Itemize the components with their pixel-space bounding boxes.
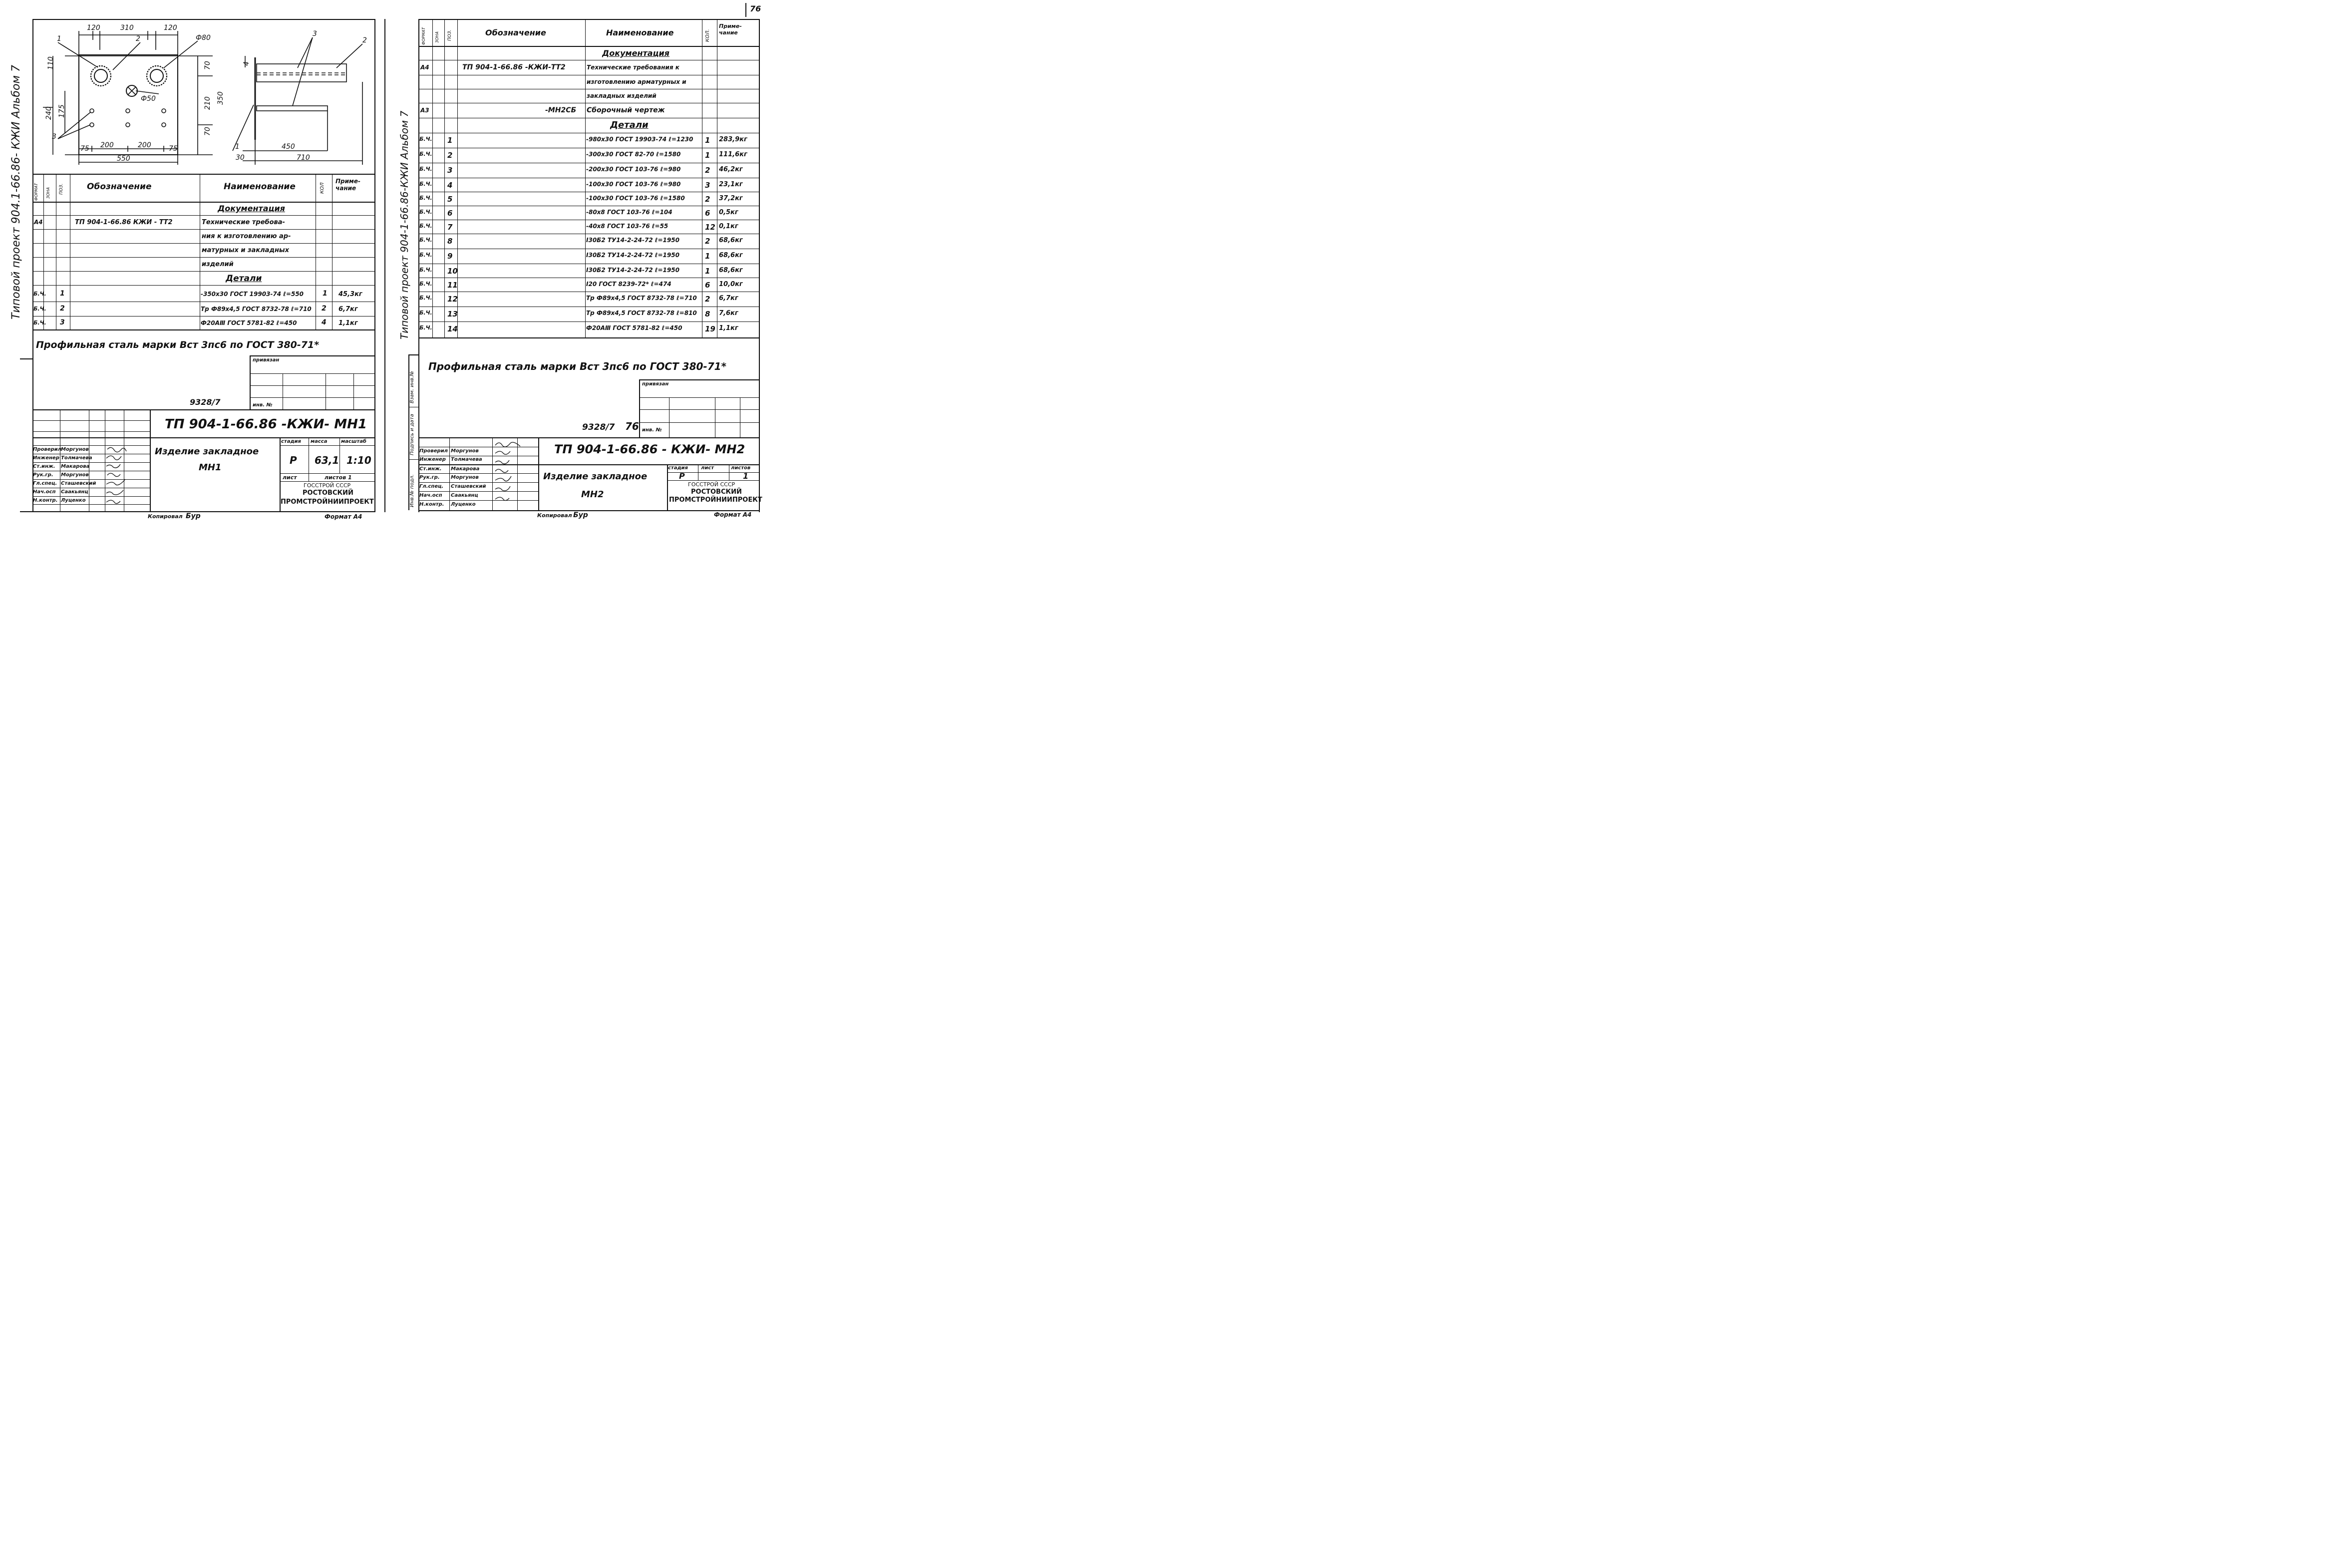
weld-size: 4: [243, 61, 251, 66]
detail-name-cell: I30Б2 ТУ14-2-24-72 ℓ=1950: [586, 237, 679, 244]
col-name-header: Наименование: [224, 182, 296, 192]
left-format-label: Формат А4: [325, 513, 362, 520]
detail-name-cell: I30Б2 ТУ14-2-24-72 ℓ=1950: [586, 267, 679, 274]
dim-total: 550: [117, 155, 130, 163]
detail-pos-cell: 9: [447, 252, 453, 261]
left-steel-note: Профильная сталь марки Вст 3пс6 по ГОСТ 380-71*: [36, 339, 320, 350]
detail-name-cell: -200х30 ГОСТ 103-76 ℓ=980: [586, 166, 681, 173]
detail-qty-cell: 2: [705, 237, 710, 246]
detail-format-cell: Б.Ч.: [419, 310, 432, 316]
detail-note-cell: 0,1кг: [719, 223, 738, 230]
detail-note-cell: 23,1кг: [719, 181, 743, 188]
left-part-drawing: [33, 20, 374, 174]
detail-name-cell: -300х30 ГОСТ 82-70 ℓ=1580: [586, 151, 681, 158]
detail-name-cell: Тр Ф89х4,5 ГОСТ 8732-78 ℓ=810: [586, 310, 697, 316]
side-callout-2: 2: [362, 36, 367, 44]
callout-3: 3: [52, 133, 56, 141]
detail-note-cell: 1,1кг: [719, 324, 738, 332]
left-copied-label: Копировал: [148, 513, 183, 520]
col-format-header: ФОРМАТ: [34, 183, 38, 201]
dim-left-110: 110: [47, 56, 55, 70]
detail-pos-cell: 1: [447, 136, 453, 145]
detail-qty-cell: 1: [705, 151, 710, 160]
detail-pos-cell: 7: [447, 223, 453, 232]
dim-top-3: 120: [164, 24, 177, 32]
detail-format-cell: Б.Ч.: [419, 237, 432, 243]
detail-qty-cell: 8: [705, 310, 710, 318]
left-drawing-code: ТП 904-1-66.86 -КЖИ- МН1: [165, 417, 367, 432]
detail-note-cell: 0,5кг: [719, 209, 738, 216]
right-copied-label: Копировал: [537, 512, 572, 519]
side-callout-1: 1: [235, 143, 240, 151]
detail-name-cell: -40х8 ГОСТ 103-76 ℓ=55: [586, 223, 668, 230]
left-signatures: [90, 445, 150, 512]
dim-bottom-2: 200: [100, 141, 114, 149]
detail-note-cell: 46,2кг: [719, 166, 743, 173]
detail-qty-cell: 2: [705, 195, 710, 204]
side-dim-450: 450: [282, 143, 295, 151]
section-docs-label: Документация: [218, 204, 285, 213]
hole-large-label: Ф80: [196, 34, 211, 42]
right-side-title: Типовой проект 904-1-66.86-КЖИ Альбом 7: [398, 110, 410, 339]
dim-left-240: 240: [45, 106, 53, 120]
side-callout-3: 3: [313, 30, 317, 38]
detail-qty-cell: 12: [705, 223, 715, 232]
col-zone-header: ЗОНА: [46, 187, 50, 199]
right-product-name: Изделие закладное: [543, 471, 648, 482]
detail-note-cell: 68,6кг: [719, 267, 743, 274]
detail-qty-cell: 19: [705, 324, 715, 333]
detail-pos-cell: 6: [447, 209, 453, 218]
dim-top-2: 310: [120, 24, 134, 32]
detail-qty-cell: 1: [705, 252, 710, 261]
detail-format-cell: Б.Ч.: [419, 166, 432, 172]
dim-top-1: 120: [87, 24, 100, 32]
col-designation-header: Обозначение: [87, 182, 152, 192]
hole-small-label: Ф50: [141, 95, 156, 103]
left-inv-number: 9328/7: [190, 397, 221, 407]
detail-pos-cell: 5: [447, 195, 453, 204]
detail-format-cell: Б.Ч.: [419, 295, 432, 301]
detail-note-cell: 10,0кг: [719, 281, 743, 288]
detail-note-cell: 68,6кг: [719, 252, 743, 259]
detail-name-cell: Ф20АⅢ ГОСТ 5781-82 ℓ=450: [586, 324, 682, 331]
detail-pos-cell: 2: [447, 151, 453, 160]
col-note-header: Приме-чание: [335, 178, 360, 192]
detail-format-cell: Б.Ч.: [419, 267, 432, 273]
detail-pos-cell: 13: [447, 310, 458, 318]
detail-format-cell: Б.Ч.: [419, 151, 432, 157]
detail-pos-cell: 11: [447, 281, 458, 290]
detail-pos-cell: 14: [447, 324, 458, 333]
detail-qty-cell: 3: [705, 181, 710, 190]
detail-qty-cell: 1: [705, 136, 710, 145]
detail-note-cell: 111,6кг: [719, 151, 747, 158]
detail-note-cell: 283,9кг: [719, 136, 747, 143]
right-format-label: Формат А4: [714, 511, 752, 518]
detail-name-cell: -980х30 ГОСТ 19903-74 ℓ=1230: [586, 136, 693, 143]
page-number: 76: [750, 4, 761, 13]
dim-right-350: 350: [217, 91, 225, 105]
detail-name-cell: Тр Ф89х4,5 ГОСТ 8732-78 ℓ=710: [586, 295, 697, 302]
col-pos-header: ПОЗ.: [59, 183, 64, 195]
side-dim-30: 30: [236, 154, 245, 162]
right-drawing-code: ТП 904-1-66.86 - КЖИ- МН2: [554, 442, 745, 456]
detail-note-cell: 7,6кг: [719, 310, 738, 317]
right-signatures: [493, 438, 538, 510]
detail-format-cell: Б.Ч.: [419, 223, 432, 229]
left-product-name: Изделие закладное: [155, 446, 259, 457]
detail-name-cell: -80х8 ГОСТ 103-76 ℓ=104: [586, 209, 672, 216]
page-number-divider: [745, 3, 746, 17]
dim-right-70b: 70: [204, 127, 212, 136]
dim-right-210: 210: [204, 96, 212, 110]
detail-qty-cell: 2: [705, 166, 710, 175]
callout-2: 2: [136, 35, 140, 43]
detail-format-cell: Б.Ч.: [419, 252, 432, 258]
detail-format-cell: Б.Ч.: [419, 181, 432, 187]
left-side-title: Типовой проект 904.1-66.86- КЖИ Альбом 7: [10, 64, 22, 319]
right-steel-note: Профильная сталь марки Вст 3пс6 по ГОСТ 380-71*: [428, 360, 726, 372]
section-details-label: Детали: [226, 274, 262, 284]
detail-note-cell: 68,6кг: [719, 237, 743, 244]
callout-1: 1: [57, 35, 61, 43]
right-product-mark: МН2: [581, 489, 604, 500]
right-copied-signature: Бур: [573, 511, 588, 519]
detail-name-cell: -100х30 ГОСТ 103-76 ℓ=980: [586, 181, 681, 188]
dim-left-175: 175: [58, 104, 66, 118]
detail-qty-cell: 6: [705, 209, 710, 218]
detail-format-cell: Б.Ч.: [419, 281, 432, 287]
detail-format-cell: Б.Ч.: [419, 324, 432, 331]
col-qty-header: КОЛ: [320, 182, 325, 194]
dim-bottom-3: 200: [138, 141, 151, 149]
dim-bottom-1: 75: [80, 145, 89, 153]
left-product-mark: МН1: [199, 462, 222, 473]
detail-pos-cell: 3: [447, 166, 453, 175]
detail-pos-cell: 10: [447, 267, 458, 276]
dim-right-70a: 70: [204, 61, 212, 70]
detail-name-cell: -100х30 ГОСТ 103-76 ℓ=1580: [586, 195, 685, 202]
detail-name-cell: I30Б2 ТУ14-2-24-72 ℓ=1950: [586, 252, 679, 259]
detail-pos-cell: 12: [447, 295, 458, 304]
side-dim-710: 710: [297, 154, 310, 162]
detail-qty-cell: 1: [705, 267, 710, 276]
detail-format-cell: Б.Ч.: [419, 136, 432, 142]
detail-pos-cell: 4: [447, 181, 453, 190]
detail-note-cell: 37,2кг: [719, 195, 743, 202]
detail-qty-cell: 6: [705, 281, 710, 290]
dim-bottom-4: 75: [169, 145, 178, 153]
detail-pos-cell: 8: [447, 237, 453, 246]
detail-format-cell: Б.Ч.: [419, 195, 432, 201]
detail-name-cell: I20 ГОСТ 8239-72* ℓ=474: [586, 281, 671, 288]
detail-note-cell: 6,7кг: [719, 295, 738, 302]
detail-qty-cell: 2: [705, 295, 710, 304]
left-copied-signature: Бур: [186, 512, 201, 520]
detail-format-cell: Б.Ч.: [419, 209, 432, 215]
